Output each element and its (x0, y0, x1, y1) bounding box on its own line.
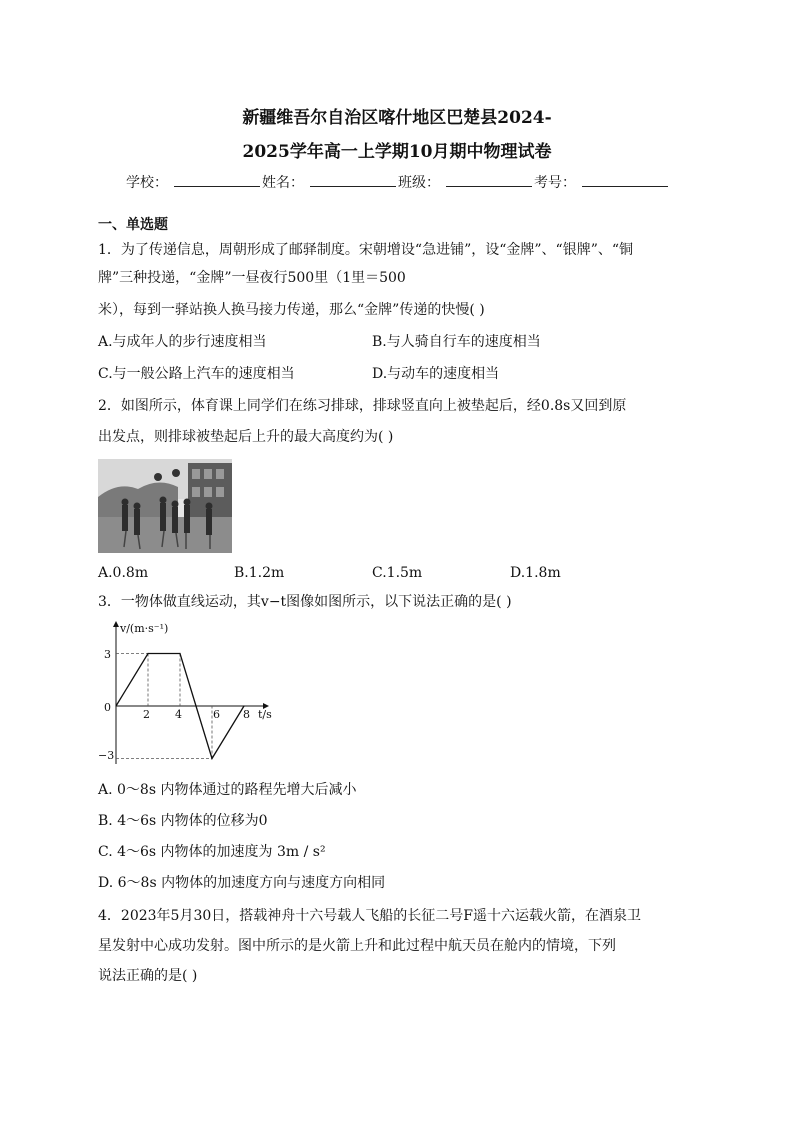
q2-line2: 出发点，则排球被垫起后上升的最大高度约为( ) (98, 429, 394, 445)
q2-option-a: A.0.8m (98, 565, 149, 581)
data-point (243, 705, 244, 706)
data-point (115, 705, 116, 706)
data-point (195, 705, 196, 706)
name-blank[interactable] (310, 172, 396, 187)
school-label: 学校： (126, 175, 168, 191)
y-tick-neg3: −3 (98, 749, 115, 762)
q2-option-c: C.1.5m (372, 565, 423, 581)
y-tick-3: 3 (104, 648, 111, 661)
q3-option-a: A. 0～8s 内物体通过的路程先增大后减小 (98, 782, 357, 798)
q1-option-c: C.与一般公路上汽车的速度相当 (98, 366, 295, 382)
exam-title-line1: 新疆维吾尔自治区喀什地区巴楚县2024- (242, 108, 552, 128)
x-tick-4: 4 (175, 708, 182, 721)
school-blank[interactable] (174, 172, 260, 187)
x-tick-6: 6 (213, 708, 220, 721)
q4-line3: 说法正确的是( ) (98, 968, 198, 984)
q4-line1: 4．2023年5月30日，搭载神舟十六号载人飞船的长征二号F遥十六运载火箭，在酒泉卫 (98, 908, 641, 924)
q1-line2: 牌”三种投递，“金牌”一昼夜行500里（1里＝500 (98, 270, 406, 286)
section-heading: 一、单选题 (98, 217, 168, 233)
volleyball-photo (98, 459, 232, 553)
q1-line3: 米），每到一驿站换人换马接力传递，那么“金牌”传递的快慢( ) (98, 302, 485, 318)
q1-option-d: D.与动车的速度相当 (372, 366, 500, 382)
class-blank[interactable] (446, 172, 532, 187)
student-info-row (126, 172, 670, 192)
data-point (179, 653, 180, 654)
q1-option-b: B.与人骑自行车的速度相当 (372, 334, 541, 350)
q3-option-b: B. 4～6s 内物体的位移为0 (98, 813, 268, 829)
velocity-time-graph (98, 618, 284, 766)
x-tick-2: 2 (143, 708, 150, 721)
q1-line1: 1．为了传递信息，周朝形成了邮驿制度。宋朝增设“急进铺”，设“金牌”、“银牌”、“铜 (98, 242, 634, 258)
data-point (211, 758, 212, 759)
exam-number-blank[interactable] (582, 172, 668, 187)
class-label: 班级： (398, 175, 440, 191)
q2-option-b: B.1.2m (234, 565, 285, 581)
name-label: 姓名： (262, 175, 304, 191)
q3-line1: 3．一物体做直线运动，其v−t图像如图所示，以下说法正确的是( ) (98, 594, 512, 610)
x-axis-label: t/s (258, 708, 272, 721)
y-axis-label: v/(m·s⁻¹) (120, 622, 169, 635)
q3-option-c: C. 4～6s 内物体的加速度为 3m / s² (98, 844, 326, 860)
exam-number-label: 考号： (534, 175, 576, 191)
q4-line2: 星发射中心成功发射。图中所示的是火箭上升和此过程中航天员在舱内的情境，下列 (98, 938, 616, 954)
q2-line1: 2．如图所示，体育课上同学们在练习排球，排球竖直向上被垫起后，经0.8s又回到原 (98, 398, 627, 414)
q3-option-d: D. 6～8s 内物体的加速度方向与速度方向相同 (98, 875, 386, 891)
data-point (147, 653, 148, 654)
exam-title-line2: 2025学年高一上学期10月期中物理试卷 (242, 142, 552, 162)
q1-option-a: A.与成年人的步行速度相当 (98, 334, 267, 350)
q2-option-d: D.1.8m (510, 565, 561, 581)
y-tick-0: 0 (104, 701, 111, 714)
x-tick-8: 8 (243, 708, 250, 721)
